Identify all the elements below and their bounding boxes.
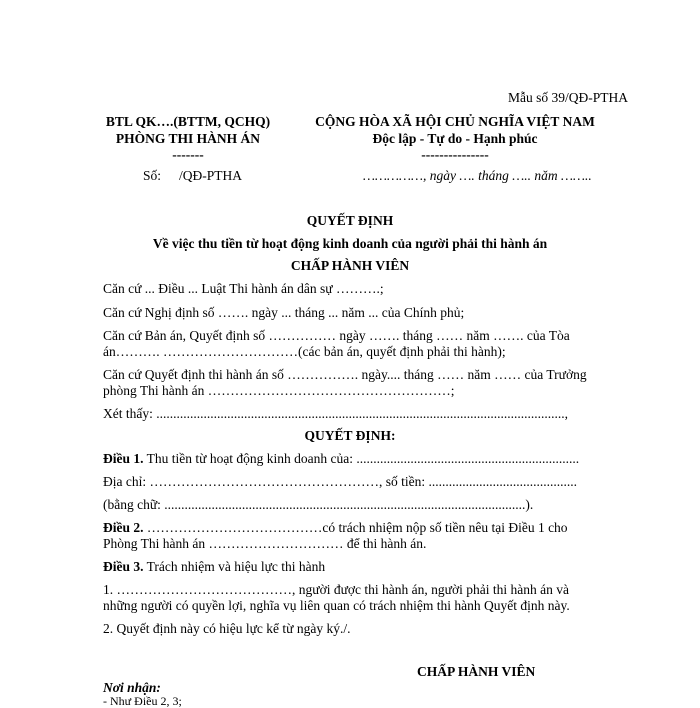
issuing-authority: CHẤP HÀNH VIÊN <box>290 258 410 273</box>
basis-law: Căn cứ ... Điều ... Luật Thi hành án dân sự ……….; <box>103 281 384 296</box>
header-right-separator: --------------- <box>421 147 489 162</box>
recipients-label: Nơi nhận: <box>103 680 161 695</box>
basis-judgment-line2: án………. …………………………(các bản án, quyết định phải thi hành); <box>103 344 506 359</box>
article-1-text: Thu tiền từ hoạt động kinh doanh của: .................................................................. <box>143 451 580 466</box>
nation-motto: Độc lập - Tự do - Hạnh phúc <box>372 131 538 146</box>
issuing-dept: PHÒNG THI HÀNH ÁN <box>115 131 261 146</box>
signer-title: CHẤP HÀNH VIÊN <box>417 664 536 679</box>
issuing-org: BTL QK….(BTTM, QCHQ) <box>105 114 271 129</box>
article-1-label: Điều 1. <box>103 451 144 466</box>
decision-heading: QUYẾT ĐỊNH: <box>304 428 396 443</box>
recipients-first: - Như Điều 2, 3; <box>103 694 182 708</box>
number-label: Số: <box>143 168 162 183</box>
article-1-amount-words: (bằng chữ: ...........................................................................................................). <box>103 497 534 512</box>
basis-enforcement-line1: Căn cứ Quyết định thi hành án số ……………. ngày.... tháng …… năm …… của Trưởng <box>103 367 587 382</box>
header-left-separator: ------- <box>172 147 204 162</box>
basis-judgment-line1: Căn cứ Bản án, Quyết định số …………… ngày ……. tháng …… năm ……. của Tòa <box>103 328 570 343</box>
nation-title: CỘNG HÒA XÃ HỘI CHỦ NGHĨA VIỆT NAM <box>315 114 595 129</box>
form-number: Mẫu số 39/QĐ-PTHA <box>508 90 628 105</box>
document-subject: Về việc thu tiền từ hoạt động kinh doanh của người phải thi hành án <box>152 236 548 251</box>
document-title: QUYẾT ĐỊNH <box>306 213 394 228</box>
basis-decree: Căn cứ Nghị định số ……. ngày ... tháng ... năm ... của Chính phủ; <box>103 305 465 320</box>
article-3-item-1-line2: những người có quyền lợi, nghĩa vụ liên quan có trách nhiệm thi hành Quyết định này. <box>103 598 570 613</box>
article-1 <box>103 451 598 467</box>
article-2-label: Điều 2. <box>103 520 144 535</box>
number-value: /QĐ-PTHA <box>179 168 242 183</box>
article-2-line2: Phòng Thi hành án ………………………… để thi hành án. <box>103 536 427 551</box>
article-3-label: Điều 3. <box>103 559 144 574</box>
article-3-item-2: 2. Quyết định này có hiệu lực kể từ ngày ký./. <box>103 621 351 636</box>
basis-enforcement-line2: phòng Thi hành án ………………………………………………; <box>103 383 455 398</box>
article-2 <box>103 520 598 536</box>
date-line: ……………, ngày …. tháng ….. năm …….. <box>363 168 592 183</box>
consideration-line: Xét thấy: ........................................................................................................................., <box>103 406 568 421</box>
article-3-text: Trách nhiệm và hiệu lực thi hành <box>143 559 326 574</box>
article-3 <box>103 559 598 575</box>
article-1-address: Địa chỉ: ……………………………………………, số tiền: ............................................ <box>103 474 577 489</box>
article-2-text: …………………………………có trách nhiệm nộp số tiền nêu tại Điều 1 cho <box>143 520 568 535</box>
article-3-item-1-line1: 1. …………………………………, người được thi hành án, người phải thi hành án và <box>103 582 569 597</box>
